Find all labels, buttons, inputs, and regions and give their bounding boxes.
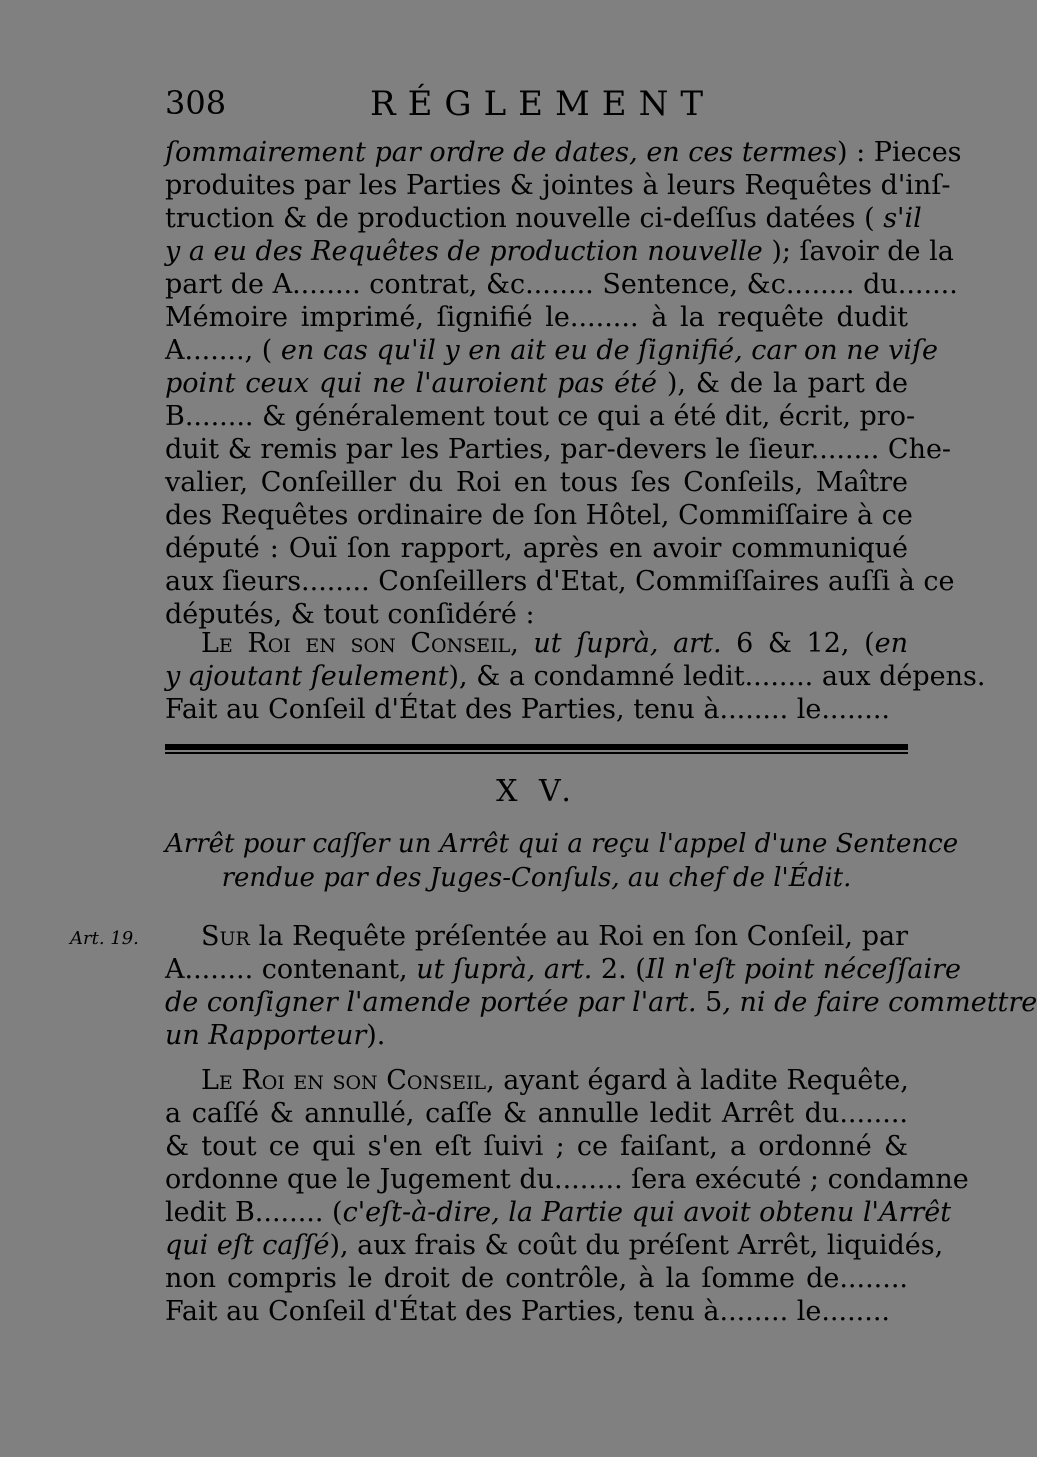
text-line: non compris le droit de contrôle, à la ſomme de........ [165,1263,908,1294]
running-title: RÉGLEMENT [370,84,716,124]
text-line: ordonne que le Jugement du........ ſera exécuté ; condamne [165,1164,969,1195]
paragraph-cassation [165,1064,969,1328]
section-title-line: Arrêt pour caſſer un Arrêt qui a reçu l'appel d'une Sentence [165,829,959,859]
text-line: député : Ouï ſon rapport, après en avoir communiqué [165,533,908,564]
text-line: Fait au Conſeil d'État des Parties, tenu à........ le........ [165,1296,891,1327]
text-line: des Requêtes ordinaire de ſon Hôtel, Commiſſaire à ce [165,500,913,531]
section-divider-thin [165,752,908,754]
paragraph-ruling [165,627,986,726]
page-header [165,84,908,124]
margin-note: Art. 19. [70,928,139,949]
text-line: y ajoutant ſeulement), & a condamné ledit........ aux dépens. [165,661,986,692]
text-line: un Rapporteur). [165,1020,386,1051]
section-number: X V. [496,774,577,809]
page-number: 308 [165,84,227,122]
text-line: de conſigner l'amende portée par l'art. 5, ni de faire commettre [165,987,1037,1018]
ruling-lead: Le Roi en son Conseil [201,628,511,659]
text-line: truction & de production nouvelle ci-deſſus datées ( s'il [165,203,922,234]
text-line: Mémoire imprimé, ſignifié le........ à la requête dudit [165,302,908,333]
text-line: produites par les Parties & jointes à leurs Requêtes d'inſ- [165,170,951,201]
text-line: valier, Conſeiller du Roi en tous ſes Conſeils, Maître [165,467,908,498]
section-title-line: rendue par des Juges-Conſuls, au chef de l'Édit. [221,863,852,893]
text-line: Fait au Conſeil d'État des Parties, tenu à........ le........ [165,694,891,725]
section-divider [165,744,908,750]
paragraph-requete [165,920,1037,1052]
text-line: Sur la Requête préſentée au Roi en ſon Conſeil, par [201,921,908,952]
text-line: A........ contenant, ut ſuprà, art. 2. (Il n'eſt point néceſſaire [165,954,961,985]
text-line: qui eſt caſſé), aux frais & coût du préſent Arrêt, liquidés, [165,1230,944,1261]
text-line: Le Roi en son Conseil, ut ſuprà, art. 6 & 12, (en [201,628,909,659]
text-line: ledit B........ (c'eſt-à-dire, la Partie qui avoit obtenu l'Arrêt [165,1197,952,1228]
text-line: & tout ce qui s'en eſt ſuivi ; ce faiſant, a ordonné & [165,1131,908,1162]
text-line: duit & remis par les Parties, par-devers le ſieur........ Che- [165,434,952,465]
text-line: ſommairement par ordre de dates, en ces termes) : Pieces [165,137,962,168]
paragraph-pieces [165,136,962,631]
text-line: part de A........ contrat, &c........ Sentence, &c........ du....... [165,269,958,300]
text-line: y a eu des Requêtes de production nouvelle ); ſavoir de la [165,236,954,267]
text-line: Le Roi en son Conseil, ayant égard à ladite Requête, [201,1065,909,1096]
text-line: députés, & tout conſidéré : [165,599,535,630]
section-title [165,827,959,895]
text-line: aux ſieurs........ Conſeillers d'Etat, Commiſſaires auſſi à ce [165,566,955,597]
text-line: A......., ( en cas qu'il y en ait eu de ſignifié, car on ne viſe [165,335,939,366]
text-line: a caſſé & annullé, caſſe & annulle ledit Arrêt du........ [165,1098,908,1129]
text-line: point ceux qui ne l'auroient pas été ), & de la part de [165,368,908,399]
text-line: B........ & généralement tout ce qui a été dit, écrit, pro- [165,401,916,432]
